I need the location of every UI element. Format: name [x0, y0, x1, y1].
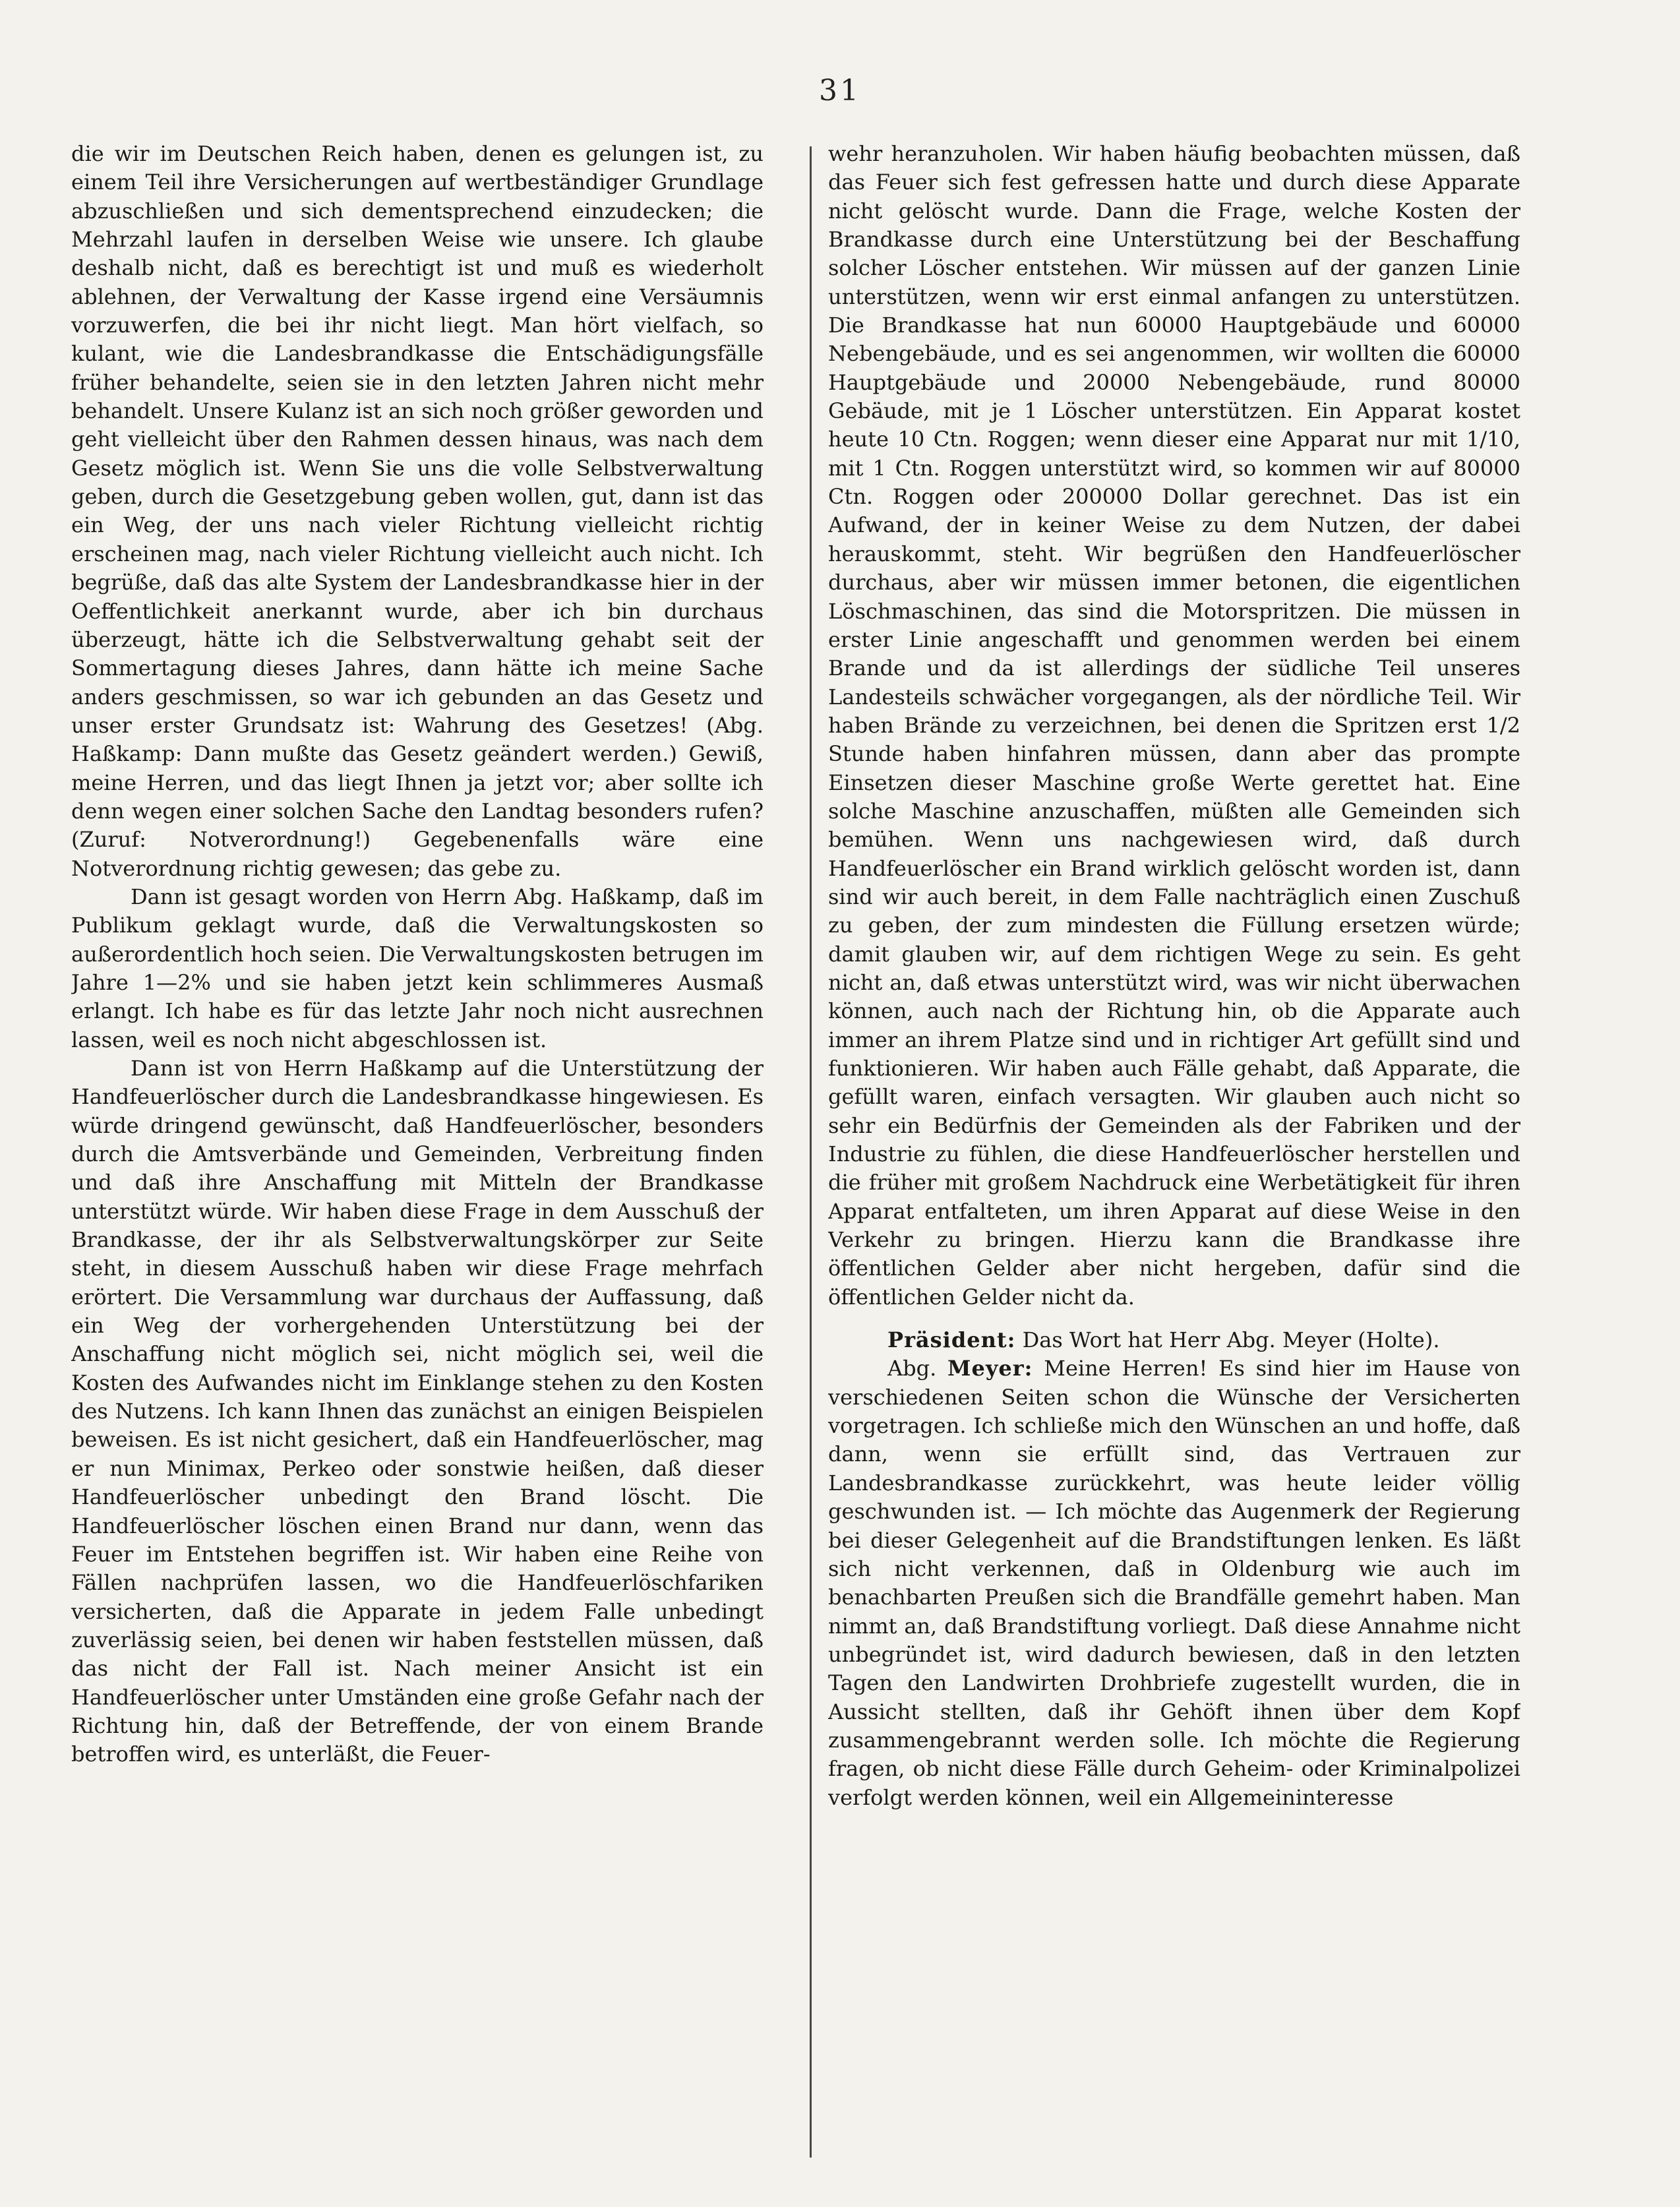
speaker-name: Meyer:: [947, 1356, 1033, 1381]
paragraph: wehr heranzuholen. Wir haben häufig beobachten müssen, daß das Feuer sich fest gefressen hatte und durch diese Apparate nicht gelöscht wurde. Dann die Frage, welche Kosten der Brandkasse durch eine Unterstützung bei der Beschaffung solcher Löscher entstehen. Wir müssen auf der ganzen Linie unterstützen, wenn wir erst einmal anfangen zu unterstützen. Die Brandkasse hat nun 60000 Hauptgebäude und 60000 Nebengebäude, und es sei angenommen, wir wollten die 60000 Hauptgebäude und 20000 Nebengebäude, rund 80000 Gebäude, mit je 1 Löscher unterstützen. Ein Apparat kostet heute 10 Ctn. Roggen; wenn dieser eine Apparat nur mit 1/10, mit 1 Ctn. Roggen unterstützt wird, so kommen wir auf 80000 Ctn. Roggen oder 200000 Dollar gerechnet. Das ist ein Aufwand, der in keiner Weise zu dem Nutzen, der dabei herauskommt, steht. Wir begrüßen den Handfeuerlöscher durchaus, aber wir müssen immer betonen, die eigentlichen Löschmaschinen, das sind die Motorspritzen. Die müssen in erster Linie angeschafft und genommen werden bei einem Brande und da ist allerdings der südliche Teil unseres Landesteils schwächer vorgegangen, als der nördliche Teil. Wir haben Brände zu verzeichnen, bei denen die Spritzen erst 1/2 Stunde haben hinfahren müssen, dann aber das prompte Einsetzen dieser Maschine große Werte gerettet hat. Eine solche Maschine anzuschaffen, müßten alle Gemeinden sich bemühen. Wenn uns nachgewiesen wird, daß durch Handfeuerlöscher ein Brand wirklich gelöscht worden ist, dann sind wir auch bereit, in dem Falle nachträglich einen Zuschuß zu geben, der zum mindesten die Füllung ersetzen würde; damit glauben wir, auf dem richtigen Wege zu sein. Es geht nicht an, daß etwas unterstützt wird, was wir nicht überwachen können, auch nach der Richtung hin, ob die Apparate auch immer an ihrem Platze sind und in richtiger Art gefüllt sind und funktionieren. Wir haben auch Fälle gehabt, daß Apparate, die gefüllt waren, einfach versagten. Wir glauben auch nicht so sehr ein Bedürfnis der Gemeinden als der Fabriken und der Industrie zu fühlen, die diese Handfeuerlöscher herstellen und die früher mit großem Nachdruck eine Werbetätigkeit für ihren Apparat entfalteten, um ihren Apparat auf diese Weise in den Verkehr zu bringen. Hierzu kann die Brandkasse ihre öffentlichen Gelder aber nicht hergeben, dafür sind die öffentlichen Gelder nicht da.: [828, 141, 1520, 1310]
speaker-prefix: Abg.: [887, 1356, 937, 1381]
column-divider: [810, 146, 812, 2158]
right-column: [828, 140, 1520, 2158]
paragraph: die wir im Deutschen Reich haben, denen es gelungen ist, zu einem Teil ihre Versicherungen auf wertbeständiger Grundlage abzuschließen und sich dementsprechend einzudecken; die Mehrzahl laufen in derselben Weise wie unsere. Ich glaube deshalb nicht, daß es berechtigt ist und muß es wiederholt ablehnen, der Verwaltung der Kasse irgend eine Versäumnis vorzuwerfen, die bei ihr nicht liegt. Man hört vielfach, so kulant, wie die Landesbrandkasse die Entschädigungsfälle früher behandelte, seien sie in den letzten Jahren nicht mehr behandelt. Unsere Kulanz ist an sich noch größer geworden und geht vielleicht über den Rahmen dessen hinaus, was nach dem Gesetz möglich ist. Wenn Sie uns die volle Selbstverwaltung geben, durch die Gesetzgebung geben wollen, gut, dann ist das ein Weg, der uns nach vieler Richtung vielleicht richtig erscheinen mag, nach vieler Richtung vielleicht auch nicht. Ich begrüße, daß das alte System der Landesbrandkasse hier in der Oeffentlichkeit anerkannt wurde, aber ich bin durchaus überzeugt, hätte ich die Selbstverwaltung gehabt seit der Sommertagung dieses Jahres, dann hätte ich meine Sache anders geschmissen, so war ich gebunden an das Gesetz und unser erster Grundsatz ist: Wahrung des Gesetzes! (Abg. Haßkamp: Dann mußte das Gesetz geändert werden.) Gewiß, meine Herren, und das liegt Ihnen ja jetzt vor; aber sollte ich denn wegen einer solchen Sache den Landtag besonders rufen? (Zuruf: Notverordnung!) Gegebenenfalls wäre eine Notverordnung richtig gewesen; das gebe zu.: [71, 141, 764, 881]
page-number: 31: [819, 74, 861, 107]
left-column: [71, 140, 764, 2158]
speech-paragraph: [828, 1326, 1520, 1354]
speech-paragraph: [828, 1354, 1520, 1812]
speech-text: Das Wort hat Herr Abg. Meyer (Holte).: [1022, 1327, 1440, 1353]
paragraph: Dann ist gesagt worden von Herrn Abg. Haßkamp, daß im Publikum geklagt wurde, daß die Verwaltungskosten so außerordentlich hoch seien. Die Verwaltungskosten betrugen im Jahre 1—2% und sie haben jetzt kein schlimmeres Ausmaß erlangt. Ich habe es für das letzte Jahr noch nicht ausrechnen lassen, weil es noch nicht abgeschlossen ist.: [71, 884, 764, 1052]
speech-text: Meine Herren! Es sind hier im Hause von verschiedenen Seiten schon die Wünsche der Versicherten vorgetragen. Ich schließe mich den Wünschen an und hoffe, daß dann, wenn sie erfüllt sind, das Vertrauen zur Landesbrandkasse zurückkehrt, was heute leider völlig geschwunden ist. — Ich möchte das Augenmerk der Regierung bei dieser Gelegenheit auf die Brandstiftungen lenken. Es läßt sich nicht verkennen, daß in Oldenburg wie auch im benachbarten Preußen sich die Brandfälle gemehrt haben. Man nimmt an, daß Brandstiftung vorliegt. Daß diese Annahme nicht unbegründet ist, wird dadurch bewiesen, daß in den letzten Tagen den Landwirten Drohbriefe zugestellt wurden, die in Aussicht stellten, daß ihr Gehöft ihnen über dem Kopf zusammengebrannt werden solle. Ich möchte die Regierung fragen, ob nicht diese Fälle durch Geheim- oder Kriminalpolizei verfolgt werden können, weil ein Allgemeininteresse: [828, 1356, 1520, 1810]
speaker-name: Präsident:: [887, 1327, 1016, 1353]
paragraph: Dann ist von Herrn Haßkamp auf die Unterstützung der Handfeuerlöscher durch die Landesbrandkasse hingewiesen. Es würde dringend gewünscht, daß Handfeuerlöscher, besonders durch die Amtsverbände und Gemeinden, Verbreitung finden und daß ihre Anschaffung mit Mitteln der Brandkasse unterstützt würde. Wir haben diese Frage in dem Ausschuß der Brandkasse, der ihr als Selbstverwaltungskörper zur Seite steht, in diesem Ausschuß haben wir diese Frage mehrfach erörtert. Die Versammlung war durchaus der Auffassung, daß ein Weg der vorhergehenden Unterstützung bei der Anschaffung nicht möglich sei, nicht möglich sei, weil die Kosten des Aufwandes nicht im Einklange stehen zu den Kosten des Nutzens. Ich kann Ihnen das zunächst an einigen Beispielen beweisen. Es ist nicht gesichert, daß ein Handfeuerlöscher, mag er nun Minimax, Perkeo oder sonstwie heißen, daß dieser Handfeuerlöscher unbedingt den Brand löscht. Die Handfeuerlöscher löschen einen Brand nur dann, wenn das Feuer im Entstehen begriffen ist. Wir haben eine Reihe von Fällen nachprüfen lassen, wo die Handfeuerlöschfariken versicherten, daß die Apparate in jedem Falle unbedingt zuverlässig seien, bei denen wir haben feststellen müssen, daß das nicht der Fall ist. Nach meiner Ansicht ist ein Handfeuerlöscher unter Umständen eine große Gefahr nach der Richtung hin, daß der Betreffende, der von einem Brande betroffen wird, es unterläßt, die Feuer-: [71, 1056, 764, 1767]
